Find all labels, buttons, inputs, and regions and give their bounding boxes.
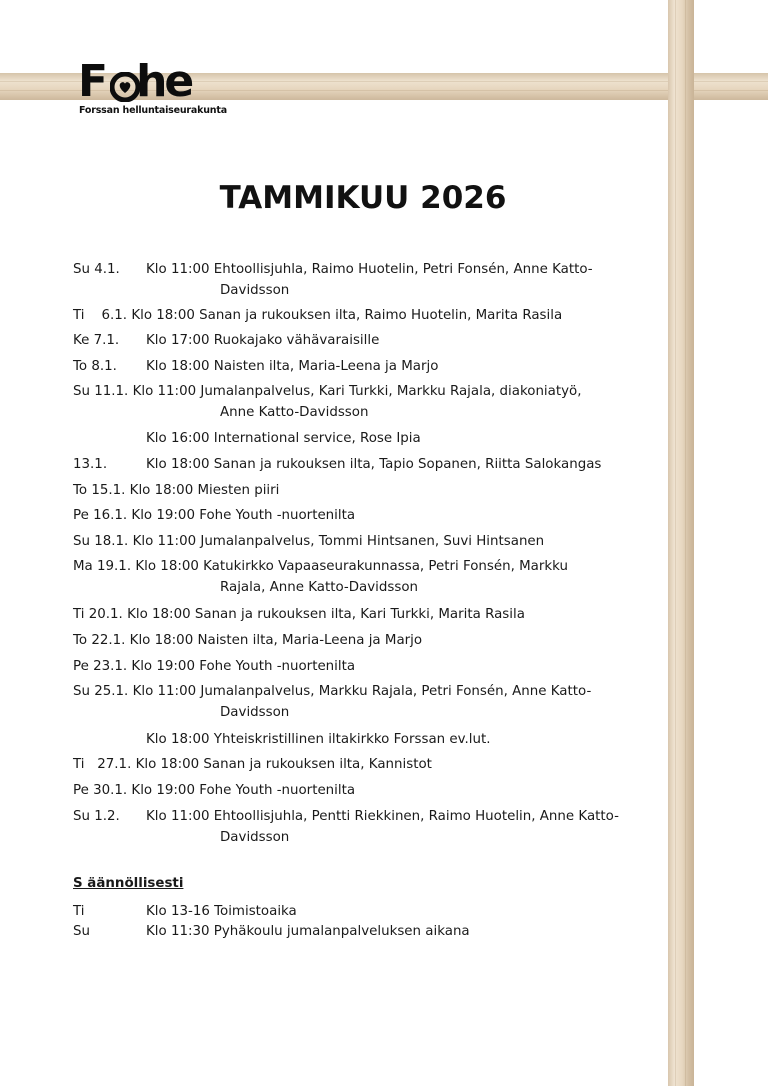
event-text: To 15.1. Klo 18:00 Miesten piiri [73, 483, 280, 498]
event-text: Su 11.1. Klo 11:00 Jumalanpalvelus, Kari Turkki, Markku Rajala, diakoniatyö, [73, 384, 582, 399]
regular-title: S äännöllisesti [73, 876, 184, 891]
event-text: Klo 18:00 Sanan ja rukouksen ilta, Tapio Sopanen, Riitta Salokangas [146, 457, 602, 472]
event-text: To 22.1. Klo 18:00 Naisten ilta, Maria-Leena ja Marjo [73, 633, 423, 648]
regular-day: Su [73, 924, 90, 939]
event-text: Ti 6.1. Klo 18:00 Sanan ja rukouksen ilta, Raimo Huotelin, Marita Rasila [73, 308, 563, 323]
event-text: Pe 30.1. Klo 19:00 Fohe Youth -nuortenilta [73, 783, 356, 798]
regular-text: Klo 13-16 Toimistoaika [146, 904, 297, 919]
wood-plank-vertical [668, 0, 694, 1086]
event-text: Klo 16:00 International service, Rose Ipia [146, 431, 421, 446]
page-title: TAMMIKUU 2026 [219, 180, 507, 216]
event-date: Ke 7.1. [73, 333, 120, 348]
logo-subtitle: Forssan helluntaiseurakunta [79, 105, 227, 116]
event-text: Su 18.1. Klo 11:00 Jumalanpalvelus, Tommi Hintsanen, Suvi Hintsanen [73, 534, 545, 549]
event-text: Klo 18:00 Naisten ilta, Maria-Leena ja Marjo [146, 359, 439, 374]
event-text: Klo 11:00 Ehtoollisjuhla, Pentti Riekkinen, Raimo Huotelin, Anne Katto- [146, 809, 619, 824]
heart-icon [110, 72, 140, 102]
event-date: 13.1. [73, 457, 108, 472]
event-text: Ti 27.1. Klo 18:00 Sanan ja rukouksen ilta, Kannistot [73, 757, 432, 772]
event-text: Pe 23.1. Klo 19:00 Fohe Youth -nuortenilta [73, 659, 356, 674]
event-continuation: Davidsson [220, 283, 290, 298]
event-date: To 8.1. [73, 359, 117, 374]
event-continuation: Davidsson [220, 830, 290, 845]
event-text: Ma 19.1. Klo 18:00 Katukirkko Vapaaseurakunnassa, Petri Fonsén, Markku [73, 559, 568, 574]
event-text: Pe 16.1. Klo 19:00 Fohe Youth -nuortenilta [73, 508, 356, 523]
event-continuation: Anne Katto-Davidsson [220, 405, 369, 420]
logo-wordmark: F he [78, 56, 192, 107]
event-continuation: Rajala, Anne Katto-Davidsson [220, 580, 419, 595]
event-text: Ti 20.1. Klo 18:00 Sanan ja rukouksen ilta, Kari Turkki, Marita Rasila [73, 607, 525, 622]
event-continuation: Davidsson [220, 705, 290, 720]
event-text: Klo 11:00 Ehtoollisjuhla, Raimo Huotelin, Petri Fonsén, Anne Katto- [146, 262, 593, 277]
event-text: Su 25.1. Klo 11:00 Jumalanpalvelus, Markku Rajala, Petri Fonsén, Anne Katto- [73, 684, 592, 699]
event-date: Su 4.1. [73, 262, 120, 277]
regular-day: Ti [73, 904, 85, 919]
event-text: Klo 18:00 Yhteiskristillinen iltakirkko Forssan ev.lut. [146, 732, 491, 747]
fohe-logo [78, 56, 227, 120]
event-date: Su 1.2. [73, 809, 120, 824]
regular-text: Klo 11:30 Pyhäkoulu jumalanpalveluksen aikana [146, 924, 470, 939]
event-text: Klo 17:00 Ruokajako vähävaraisille [146, 333, 380, 348]
